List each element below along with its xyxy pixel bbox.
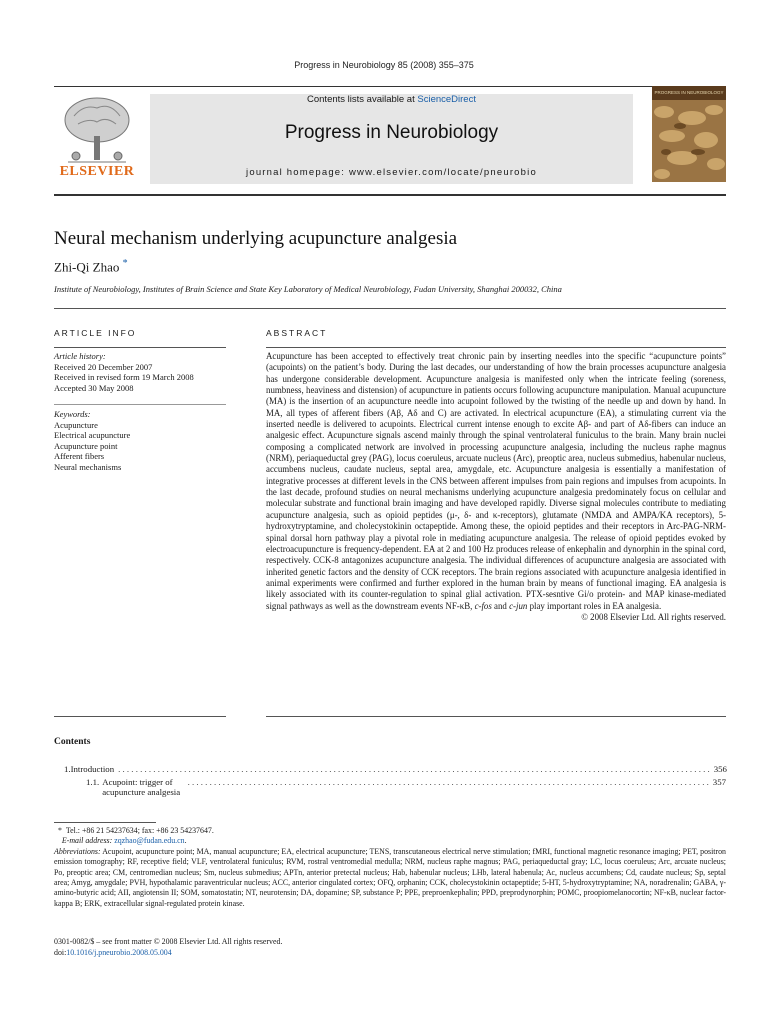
- keyword: Acupuncture point: [54, 440, 118, 451]
- footnote-mark: *: [57, 826, 62, 835]
- history-label: Article history:: [54, 351, 106, 361]
- cover-title: PROGRESS IN NEUROBIOLOGY: [652, 86, 726, 100]
- abstract-body: [266, 351, 726, 623]
- sciencedirect-link[interactable]: ScienceDirect: [417, 94, 476, 105]
- journal-title: Progress in Neurobiology: [284, 122, 499, 143]
- affiliation: Institute of Neurobiology, Institutes of Brain Science and State Key Laboratory of Medical Neurobiology, Fudan University, Shanghai 200032, China: [54, 284, 562, 294]
- article-history: [54, 351, 226, 393]
- journal-cover-image: [652, 86, 726, 182]
- author-line: [54, 258, 128, 275]
- abstract-cjun: c-jun: [509, 600, 528, 611]
- article-info-heading: ARTICLE INFO: [54, 328, 137, 338]
- paper-title: Neural mechanism underlying acupuncture analgesia: [54, 228, 458, 249]
- footnote-rule: [54, 822, 156, 823]
- abstract-copyright: © 2008 Elsevier Ltd. All rights reserved.: [581, 611, 726, 622]
- history-revised: Received in revised form 19 March 2008: [54, 372, 194, 382]
- author-name: Zhi-Qi Zhao: [54, 259, 120, 275]
- toc-entry-introduction[interactable]: [64, 764, 726, 774]
- keyword: Afferent fibers: [54, 451, 105, 461]
- contents-prefix: Contents lists available at: [307, 94, 418, 105]
- abstract-heading: ABSTRACT: [266, 328, 328, 338]
- toc-page: 356: [713, 764, 727, 774]
- publisher-wordmark: ELSEVIER: [59, 164, 135, 179]
- abbrev-label: Abbreviations:: [54, 846, 101, 856]
- journal-citation: Progress in Neurobiology 85 (2008) 355–375: [294, 60, 474, 70]
- abstract-paragraph: [266, 351, 726, 612]
- email-label: E-mail address:: [61, 836, 113, 846]
- keywords-rule: [54, 404, 226, 405]
- journal-homepage-link[interactable]: journal homepage: www.elsevier.com/locate/pneurobio: [246, 167, 537, 178]
- article-info-rule: [54, 347, 226, 348]
- footnote-email: E-mail address: zqzhao@fudan.edu.cn.: [61, 836, 187, 846]
- masthead-bottom-rule: [54, 194, 726, 196]
- keywords-label: Keywords:: [54, 409, 91, 419]
- cover-texture: [652, 100, 726, 182]
- footnote-contact: [54, 826, 726, 836]
- abstract-text-main: Acupuncture has been accepted to effectively treat chronic pain by inserting needles into the specific “acupuncture points” (acupoints) on the patient’s body. During the last decades, our understanding of how the brain processes acupuncture analgesia has undergone considerable development. Acupuncture analgesia is manifested only when the intricate feeling (soreness, numbness, heaviness and distension) of acupuncture in patients occurs following acupuncture manipulation. Manual acupuncture (MA) is the insertion of an acupuncture needle into acupoint followed by the twisting of the needle up and down by hand. In MA, all types of afferent fibers (Aβ, Aδ and C) are activated. In electrical acupuncture (EA), a stimulating current via the inserted needle is delivered to acupoints. Electrical current intense enough to excite Aβ- and part of Aδ-fibers can induce an analgesic effect. Acupuncture signals ascend mainly through the spinal ventrolateral funiculus to the brain. Many brain nuclei composing a complicated network are involved in processing acupuncture analgesia, including the nucleus raphe magnus (NRM), periaqueductal grey (PAG), locus coeruleus, arcuate nucleus (Arc), preoptic area, nucleus submedius, habenular nucleus, accumbens nucleus, caudate nucleus, septal area, amygdale, etc. Acupuncture analgesia is essentially a manifestation of integrative processes at different levels in the CNS between afferent impulses from pain regions and impulses from acupoints. In the last decade, profound studies on neural mechanisms underlying acupuncture analgesia predominately focus on cellular and molecular substrate and functional brain imaging and have developed rapidly. Diverse signal molecules contribute to mediating acupuncture analgesia, such as opioid peptides (μ-, δ- and κ-receptors), glutamate (NMDA and AMPA/KA receptors), 5-hydroxytryptamine, and cholecystokinin octapeptide. Among these, the opioid peptides and their receptors in Arc-PAG-NRM-spinal dorsal horn pathway play a pivotal role in mediating acupuncture analgesia. The release of opioid peptides evoked by electroacupuncture is frequency-dependent. EA at 2 and 100 Hz produces release of enkephalin and dynorphin in the spinal cord, respectively. CCK-8 antagonizes acupuncture analgesia. The individual differences of acupuncture analgesia are associated with inherited genetic factors and the density of CCK receptors. The brain regions associated with acupuncture analgesia identified in animal experiments were confirmed and further explored in the human brain by means of functional imaging. EA analgesia is likely associated with its counter-regulation to spinal glial activation. PTX-sesntive Gi/o protein- and MAP kinase-mediated signal pathways as well as the downstream events NF-κB,: [266, 351, 726, 611]
- corresponding-author-mark[interactable]: *: [122, 258, 128, 269]
- toc-number: 1.1.: [86, 777, 100, 787]
- toc-leader-dots: . . . . . . . . . . . . . . . . . . . . . . . . . . . . . . . . . . . . . . . . . . . . . . . . . . . . . . . . . . . . . . . . . . . . . . . . . . . . . . . . . . . . . . . . . . . . . . . . . . . . . . . . . . . . . . . . . . . . . . . . . . . . . . . . . . . . . . .: [118, 764, 710, 774]
- footnotes: [54, 826, 726, 909]
- history-received: Received 20 December 2007: [54, 361, 153, 372]
- keyword: Electrical acupuncture: [54, 430, 131, 440]
- keyword: Neural mechanisms: [54, 461, 122, 472]
- keyword: Acupuncture: [54, 419, 98, 430]
- doi-line: [54, 948, 726, 959]
- issn-block: [54, 937, 726, 958]
- abstract-rule: [266, 347, 726, 348]
- email-link[interactable]: zqzhao@fudan.edu.cn: [114, 836, 185, 846]
- contents-availability: [150, 94, 633, 105]
- abbrev-text: Acupoint, acupuncture point; MA, manual acupuncture; EA, electrical acupuncture; TENS, transcutaneous electrical nerve stimulation; fMRI, functional magnetic resonance imaging; PET, positron emission tomography; RF, receptive field; VLF, ventrolateral funiculus; RVM, rostral ventromedial medulla; NRM, nucleus raphe magnus; PAG, periaqueductal gray; LC, locus coeruleus; Arc, arcuate nucleus; Po, preoptic area; CM, centromedian nucleus; Sm, nucleus submedius; APTn, anterior pretectal nucleus; Hab, habenular nucleus; LHb, lateral habenula; Ac, nucleus accumbens; Cd, caudate nucleus; Sp, septal area; Amyg, amygdale; PVH, hypothalamic paraventricular nucleus; ACC, anterior cingulated cortex; OFQ, orphanin; CCK, cholecystokinin octapeptide; 5-HT, 5-hydroxytryptamine; NA, noradrenalin; GABA, γ-amino-butyric acid; AII, angiotensin II; SOM, somatostatin; NT, neurotensin; DA, dopamine; SP, substance P; PPE, preproenkephalin; PPD, preprodynorphin; POMC, proopiomelanocortin; NF-κB, nuclear factor-kappa B; ERK, extracellular signal-regulated protein kinase.: [54, 846, 726, 908]
- toc-label: Acupoint: trigger of acupuncture analgesia: [102, 777, 181, 797]
- toc-leader-dots: . . . . . . . . . . . . . . . . . . . . . . . . . . . . . . . . . . . . . . . . . . . . . . . . . . . . . . . . . . . . . . . . . . . . . . . . . . . . . . . . . . . . . . . . . . . . . . . . . . . . . . . . . . . . . . . . . . . . . . .: [187, 777, 709, 787]
- toc-number: 1.: [64, 764, 71, 774]
- abstract-and: and: [491, 600, 510, 611]
- keywords-list: [54, 409, 226, 472]
- section-divider: [54, 308, 726, 309]
- masthead-top-rule: [54, 86, 726, 87]
- abstract-bottom-rule: [266, 716, 726, 717]
- issn-line: 0301-0082/$ – see front matter © 2008 Elsevier Ltd. All rights reserved.: [54, 937, 283, 946]
- history-accepted: Accepted 30 May 2008: [54, 382, 134, 393]
- footnote-tel: Tel.: +86 21 54237634; fax: +86 23 54237647.: [65, 826, 214, 835]
- contents-heading: Contents: [54, 737, 91, 747]
- doi-link[interactable]: 10.1016/j.pneurobio.2008.05.004: [66, 947, 172, 957]
- toc-page: 357: [712, 777, 726, 787]
- doi-prefix: doi:: [54, 947, 67, 957]
- abstract-cfos: c-fos: [474, 600, 492, 611]
- article-info-bottom-rule: [54, 716, 226, 717]
- toc-entry-acupoint[interactable]: [86, 777, 726, 797]
- footnote-abbreviations: [54, 847, 726, 909]
- toc-label: Introduction: [70, 764, 115, 774]
- abstract-text-end: play important roles in EA analgesia.: [527, 600, 662, 611]
